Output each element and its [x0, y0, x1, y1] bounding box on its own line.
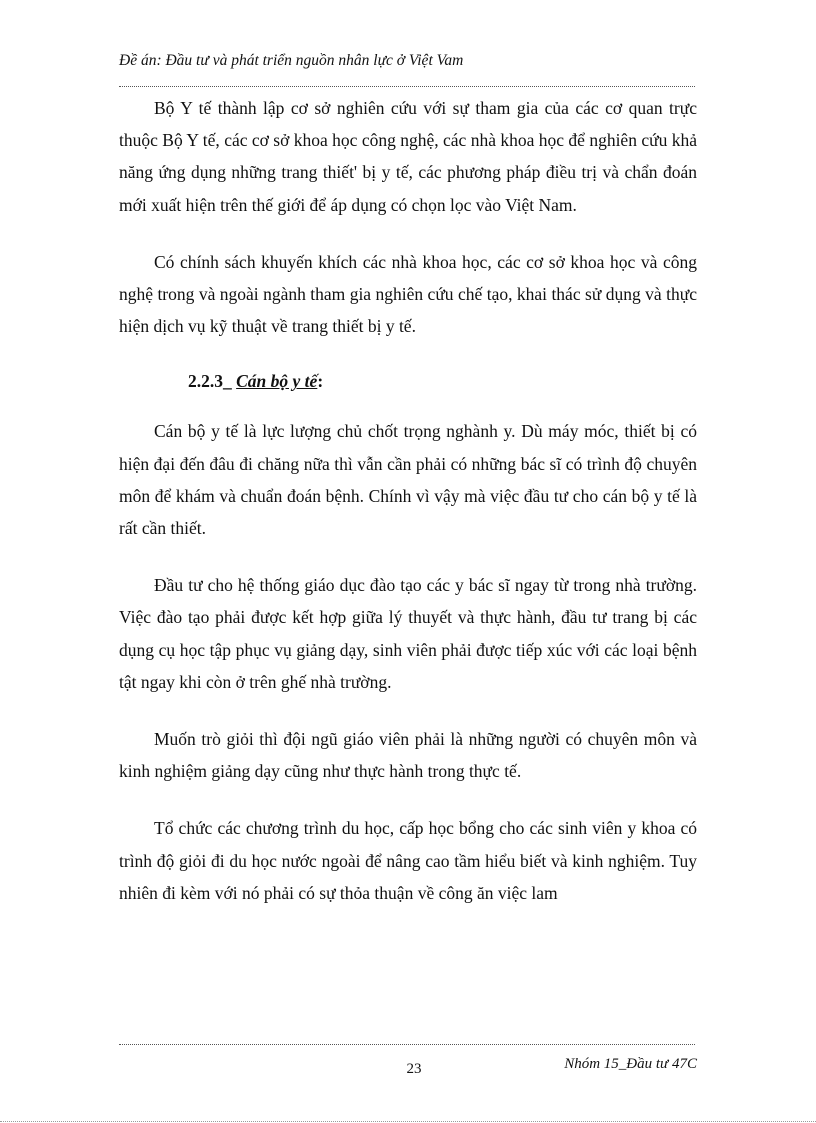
- paragraph-incentive-policy: Có chính sách khuyến khích các nhà khoa học, các cơ sở khoa học và công nghệ trong và ngoài ngành tham gia nghiên cứu chế tạo, khai thác sử dụng và thực hiện dịch vụ kỹ thuật về trang thiết bị y tế.: [119, 251, 697, 337]
- paragraph-study-abroad: Tổ chức các chương trình du học, cấp học bổng cho các sinh viên y khoa có trình độ giỏi đi du học nước ngoài để nâng cao tầm hiểu biết và kinh nghiệm. Tuy nhiên đi kèm với nó phải có sự thỏa thuận về công ăn việc lam: [119, 818, 697, 903]
- page-number: 23: [406, 1061, 422, 1077]
- section-colon: :: [317, 371, 324, 392]
- document-title: Đề án: Đầu tư và phát triển nguồn nhân lực ở Việt Vam: [119, 52, 464, 69]
- footer-group-label: Nhóm 15_Đầu tư 47C: [564, 1056, 697, 1072]
- page-header: [119, 50, 695, 92]
- page-footer: [119, 1044, 697, 1084]
- section-number: 2.2.3_: [188, 371, 232, 392]
- paragraph-teachers: Muốn trò giỏi thì đội ngũ giáo viên phải là những người có chuyên môn và kinh nghiệm giảng dạy cũng như thực hành trong thực tế.: [119, 729, 697, 782]
- section-title: Cán bộ y tế: [236, 371, 318, 392]
- footer-divider: [119, 1044, 695, 1045]
- paragraph-education-investment: Đầu tư cho hệ thống giáo dục đào tạo các y bác sĩ ngay từ trong nhà trường. Việc đào tạo phải được kết hợp giữa lý thuyết và thực hành, đầu tư trang bị các dụng cụ học tập phục vụ giảng dạy, sinh viên phải được tiếp xúc với các loại bệnh tật ngay khi còn ở trên ghế nhà trường.: [119, 575, 697, 692]
- document-body: [119, 92, 697, 909]
- page-bottom-border: [0, 1121, 816, 1122]
- paragraph-medical-staff: Cán bộ y tế là lực lượng chủ chốt trọng nghành y. Dù máy móc, thiết bị có hiện đại đến đâu đi chăng nữa thì vẫn cần phải có những bác sĩ có trình độ chuyên môn để khám và chuẩn đoán bệnh. Chính vì vậy mà việc đầu tư cho cán bộ y tế là rất cần thiết.: [119, 421, 697, 539]
- paragraph-research-facility: Bộ Y tế thành lập cơ sở nghiên cứu với sự tham gia của các cơ quan trực thuộc Bộ Y tế, các cơ sở khoa học công nghệ, các nhà khoa học để nghiên cứu khả năng ứng dụng những trang thiết' bị y tế, các phương pháp điều trị và chẩn đoán mới xuất hiện trên thế giới để áp dụng có chọn lọc vào Việt Nam.: [119, 98, 697, 215]
- section-heading: [119, 363, 697, 399]
- header-divider: [119, 86, 695, 87]
